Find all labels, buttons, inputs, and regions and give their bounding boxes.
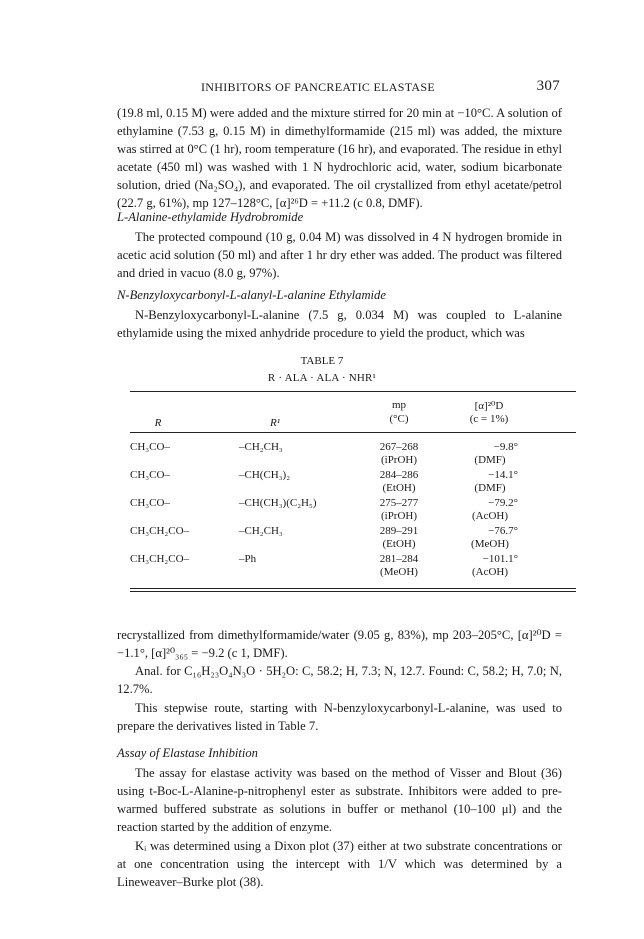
table-cell-mp: 284–286	[379, 469, 419, 481]
running-title: INHIBITORS OF PANCREATIC ELASTASE	[201, 80, 435, 94]
table-cell-alpha-solvent: (MeOH)	[471, 538, 509, 550]
table-cell-mp: 267–268	[379, 441, 419, 453]
table-cell-r: CH₃CO–	[130, 441, 170, 453]
table-cell-mp-solvent: (EtOH)	[382, 538, 416, 550]
table-cell-mp-solvent: (MeOH)	[380, 566, 418, 578]
table-formula: R · ALA · ALA · NHR¹	[267, 372, 377, 384]
paragraph-ki: Kᵢ was determined using a Dixon plot (37) either at two substrate concentrations or at one concentration using the intercept with 1/V which was determined by a Lineweaver–Burke plot (38).	[117, 839, 562, 889]
table-cell-r1: –Ph	[239, 553, 257, 565]
paragraph-assay: The assay for elastase activity was based on the method of Visser and Blout (36) using t-Boc-L-Alanine-p-nitrophenyl ester as substrate. Inhibitors were added to pre-warmed buffered substrate as solutions in buffer or methanol (10–100 μl) and the reaction started by the addition of enzyme.	[117, 766, 562, 834]
section-heading-alanine-ethylamide: L-Alanine-ethylamide Hydrobromide	[117, 210, 304, 224]
column-header-alpha-conc: (c = 1%)	[469, 413, 509, 425]
table-cell-r1: –CH₂CH₃	[239, 441, 283, 453]
table-cell-alpha-solvent: (AcOH)	[471, 510, 509, 522]
column-header-mp-unit: (°C)	[389, 413, 409, 425]
column-header-alpha: [α]²⁰D	[474, 400, 504, 412]
table-cell-r: CH₃CO–	[130, 497, 170, 509]
paragraph-analysis: Anal. for C₁₆H₂₃O₄N₃O · 5H₂O: C, 58.2; H, 7.3; N, 12.7. Found: C, 58.2; H, 7.0; N, 12.7%.	[117, 664, 562, 696]
table-cell-r: CH₃CH₂CO–	[130, 525, 190, 537]
table-cell-alpha: −79.2°	[488, 497, 518, 509]
table-cell-alpha-solvent: (DMF)	[474, 454, 506, 466]
table-cell-alpha: −76.7°	[488, 525, 518, 537]
paragraph-benzyloxycarbonyl: N-Benzyloxycarbonyl-L-alanine (7.5 g, 0.034 M) was coupled to L-alanine ethylamide using the mixed anhydride procedure to yield the product, which was	[117, 308, 562, 340]
table-cell-mp-solvent: (EtOH)	[382, 482, 416, 494]
table-bottom-rule	[130, 588, 576, 589]
column-header-r1: R¹	[269, 417, 281, 429]
table-cell-r: CH₃CH₂CO–	[130, 553, 190, 565]
table-cell-mp: 289–291	[379, 525, 419, 537]
section-heading-assay: Assay of Elastase Inhibition	[117, 746, 258, 760]
table-cell-mp: 281–284	[379, 553, 419, 565]
table-cell-r1: –CH(CH₃)₂	[239, 469, 291, 481]
paragraph-recrystallized: recrystallized from dimethylformamide/water (9.05 g, 83%), mp 203–205°C, [α]²⁰D = −1.1°, [α]²⁰₃₆₅ = −9.2 (c 1, DMF).	[117, 628, 562, 660]
table-cell-mp-solvent: (iPrOH)	[380, 510, 418, 522]
column-header-r: R	[154, 417, 162, 429]
table-cell-mp-solvent: (iPrOH)	[380, 454, 418, 466]
table-header-rule	[130, 432, 576, 433]
page-number: 307	[536, 78, 560, 94]
table-cell-r1: –CH(CH₃)(C₂H₅)	[239, 497, 317, 509]
table-bottom-rule-double	[130, 591, 576, 592]
table-cell-r: CH₃CO–	[130, 469, 170, 481]
table-caption: TABLE 7	[300, 355, 344, 367]
table-cell-alpha: −101.1°	[482, 553, 518, 565]
table-cell-alpha: −14.1°	[488, 469, 518, 481]
table-cell-alpha-solvent: (AcOH)	[471, 566, 509, 578]
paragraph-stepwise-route: This stepwise route, starting with N-benzyloxycarbonyl-L-alanine, was used to prepare the derivatives listed in Table 7.	[117, 701, 562, 733]
table-top-rule	[130, 391, 576, 392]
paragraph-alanine-ethylamide: The protected compound (10 g, 0.04 M) was dissolved in 4 N hydrogen bromide in acetic acid solution (50 ml) and after 1 hr dry ether was added. The product was filtered and dried in vacuo (8.0 g, 97%).	[117, 230, 562, 280]
table-cell-r1: –CH₂CH₃	[239, 525, 283, 537]
table-cell-alpha: −9.8°	[493, 441, 518, 453]
table-cell-alpha-solvent: (DMF)	[474, 482, 506, 494]
paragraph-continued-procedure: (19.8 ml, 0.15 M) were added and the mixture stirred for 20 min at −10°C. A solution of ethylamine (7.53 g, 0.15 M) in dimethylformamide (215 ml) was added, the mixture was stirred at 0°C (1 hr), room temperature (16 hr), and evaporated. The residue in ethyl acetate (450 ml) was washed with 1 N hydrochloric acid, water, sodium bicarbonate solution, dried (Na₂SO₄), and evaporated. The oil crystallized from ethyl acetate/petrol (22.7 g, 61%), mp 127–128°C, [α]²⁶D = +11.2 (c 0.8, DMF).	[117, 106, 562, 210]
column-header-mp: mp	[391, 399, 407, 411]
table-cell-mp: 275–277	[379, 497, 419, 509]
section-heading-benzyloxycarbonyl: N-Benzyloxycarbonyl-L-alanyl-L-alanine Ethylamide	[117, 288, 386, 302]
